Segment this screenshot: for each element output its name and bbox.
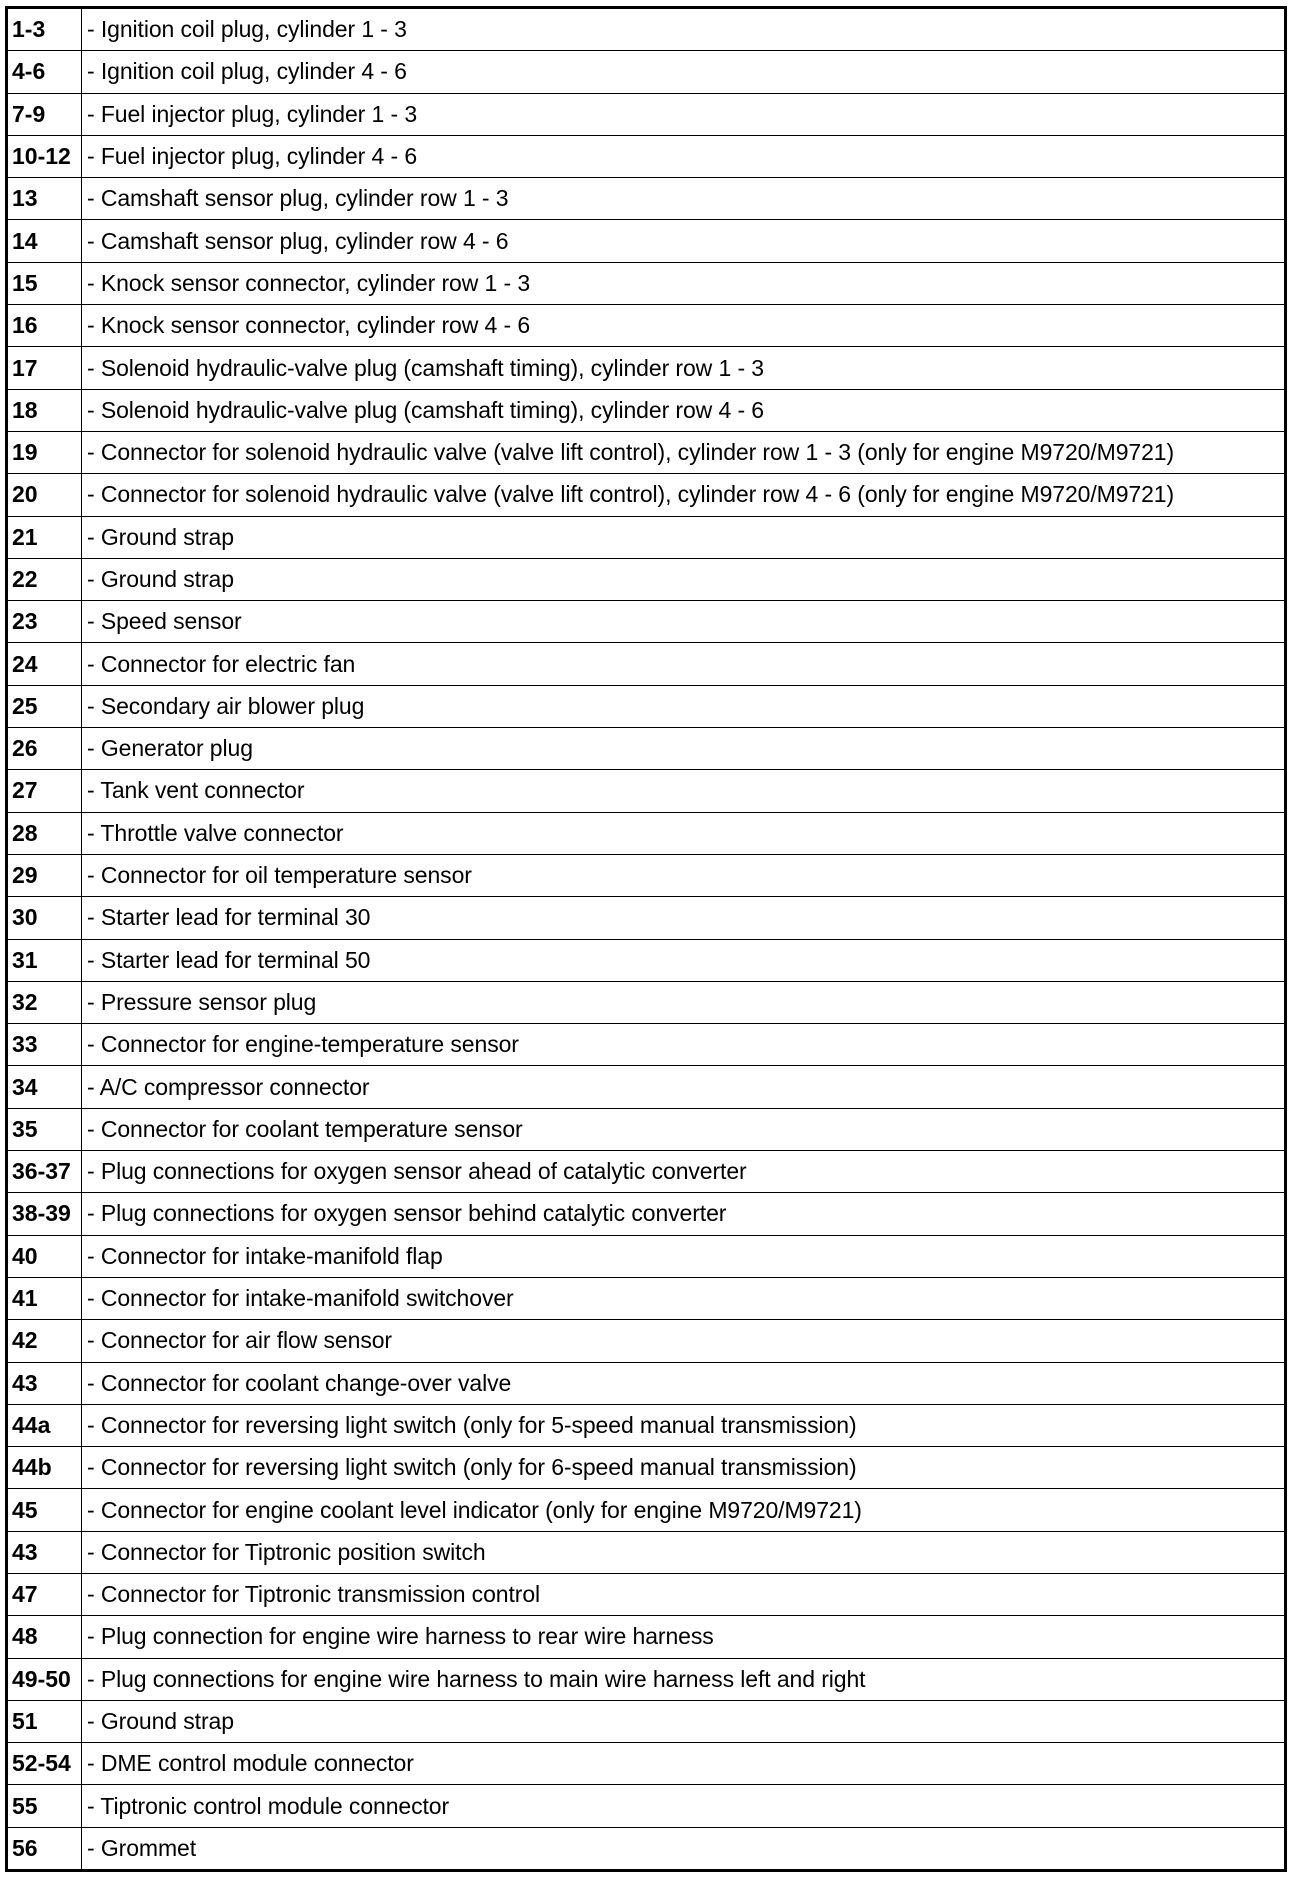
item-number: 10-12 bbox=[7, 135, 82, 177]
table-row bbox=[7, 220, 1286, 262]
item-description: - Solenoid hydraulic-valve plug (camshaft timing), cylinder row 4 - 6 bbox=[82, 389, 1286, 431]
item-number: 29 bbox=[7, 854, 82, 896]
item-description: - Connector for coolant temperature sensor bbox=[82, 1108, 1286, 1150]
table-row bbox=[7, 1066, 1286, 1108]
item-description: - Connector for intake-manifold flap bbox=[82, 1235, 1286, 1277]
item-number: 43 bbox=[7, 1362, 82, 1404]
item-description: - Connector for intake-manifold switchover bbox=[82, 1277, 1286, 1319]
table-row bbox=[7, 1785, 1286, 1827]
table-row bbox=[7, 389, 1286, 431]
item-number: 44b bbox=[7, 1447, 82, 1489]
item-number: 17 bbox=[7, 347, 82, 389]
item-number: 14 bbox=[7, 220, 82, 262]
item-number: 13 bbox=[7, 178, 82, 220]
table-row bbox=[7, 1277, 1286, 1319]
item-description: - Generator plug bbox=[82, 728, 1286, 770]
item-description: - Pressure sensor plug bbox=[82, 981, 1286, 1023]
item-number: 40 bbox=[7, 1235, 82, 1277]
item-description: - Camshaft sensor plug, cylinder row 1 - 3 bbox=[82, 178, 1286, 220]
table-row bbox=[7, 981, 1286, 1023]
table-row bbox=[7, 1531, 1286, 1573]
table-row bbox=[7, 1447, 1286, 1489]
table-row bbox=[7, 8, 1286, 51]
item-description: - Starter lead for terminal 50 bbox=[82, 939, 1286, 981]
table-row bbox=[7, 1827, 1286, 1870]
item-number: 41 bbox=[7, 1277, 82, 1319]
item-description: - Throttle valve connector bbox=[82, 812, 1286, 854]
item-number: 21 bbox=[7, 516, 82, 558]
table-row bbox=[7, 1235, 1286, 1277]
item-description: - Connector for Tiptronic transmission control bbox=[82, 1573, 1286, 1615]
item-description: - Ground strap bbox=[82, 1700, 1286, 1742]
table-row bbox=[7, 601, 1286, 643]
item-description: - Knock sensor connector, cylinder row 4 - 6 bbox=[82, 305, 1286, 347]
item-number: 56 bbox=[7, 1827, 82, 1870]
item-number: 23 bbox=[7, 601, 82, 643]
item-description: - Connector for Tiptronic position switch bbox=[82, 1531, 1286, 1573]
item-number: 47 bbox=[7, 1573, 82, 1615]
item-description: - Connector for solenoid hydraulic valve (valve lift control), cylinder row 1 - 3 (only for engine M9720/M9721) bbox=[82, 431, 1286, 473]
item-number: 25 bbox=[7, 685, 82, 727]
item-number: 19 bbox=[7, 431, 82, 473]
connector-legend-table bbox=[5, 6, 1287, 1872]
table-row bbox=[7, 1700, 1286, 1742]
table-row bbox=[7, 728, 1286, 770]
item-number: 26 bbox=[7, 728, 82, 770]
item-description: - Secondary air blower plug bbox=[82, 685, 1286, 727]
table-row bbox=[7, 1320, 1286, 1362]
table-row bbox=[7, 1616, 1286, 1658]
table-row bbox=[7, 770, 1286, 812]
item-number: 32 bbox=[7, 981, 82, 1023]
item-description: - Tiptronic control module connector bbox=[82, 1785, 1286, 1827]
table-row bbox=[7, 939, 1286, 981]
item-description: - Ignition coil plug, cylinder 1 - 3 bbox=[82, 8, 1286, 51]
item-description: - Ground strap bbox=[82, 516, 1286, 558]
item-description: - Solenoid hydraulic-valve plug (camshaft timing), cylinder row 1 - 3 bbox=[82, 347, 1286, 389]
item-number: 20 bbox=[7, 474, 82, 516]
item-number: 30 bbox=[7, 897, 82, 939]
item-number: 27 bbox=[7, 770, 82, 812]
table-row bbox=[7, 262, 1286, 304]
table-row bbox=[7, 1658, 1286, 1700]
item-description: - Ignition coil plug, cylinder 4 - 6 bbox=[82, 51, 1286, 93]
item-description: - Plug connections for engine wire harness to main wire harness left and right bbox=[82, 1658, 1286, 1700]
item-description: - Fuel injector plug, cylinder 1 - 3 bbox=[82, 93, 1286, 135]
item-number: 55 bbox=[7, 1785, 82, 1827]
item-description: - Camshaft sensor plug, cylinder row 4 - 6 bbox=[82, 220, 1286, 262]
table-row bbox=[7, 1151, 1286, 1193]
table-row bbox=[7, 93, 1286, 135]
item-description: - Plug connections for oxygen sensor behind catalytic converter bbox=[82, 1193, 1286, 1235]
item-number: 22 bbox=[7, 558, 82, 600]
table-row bbox=[7, 812, 1286, 854]
table-row bbox=[7, 135, 1286, 177]
item-description: - A/C compressor connector bbox=[82, 1066, 1286, 1108]
item-number: 49-50 bbox=[7, 1658, 82, 1700]
item-number: 51 bbox=[7, 1700, 82, 1742]
item-description: - Connector for engine coolant level indicator (only for engine M9720/M9721) bbox=[82, 1489, 1286, 1531]
item-description: - Speed sensor bbox=[82, 601, 1286, 643]
item-number: 4-6 bbox=[7, 51, 82, 93]
table-row bbox=[7, 1024, 1286, 1066]
item-description: - Knock sensor connector, cylinder row 1 - 3 bbox=[82, 262, 1286, 304]
item-number: 44a bbox=[7, 1404, 82, 1446]
item-number: 34 bbox=[7, 1066, 82, 1108]
item-number: 18 bbox=[7, 389, 82, 431]
item-description: - Fuel injector plug, cylinder 4 - 6 bbox=[82, 135, 1286, 177]
table-row bbox=[7, 1489, 1286, 1531]
table-row bbox=[7, 1573, 1286, 1615]
item-description: - Ground strap bbox=[82, 558, 1286, 600]
item-description: - Starter lead for terminal 30 bbox=[82, 897, 1286, 939]
item-number: 42 bbox=[7, 1320, 82, 1362]
item-description: - Plug connection for engine wire harness to rear wire harness bbox=[82, 1616, 1286, 1658]
item-number: 31 bbox=[7, 939, 82, 981]
item-description: - Tank vent connector bbox=[82, 770, 1286, 812]
item-description: - Plug connections for oxygen sensor ahead of catalytic converter bbox=[82, 1151, 1286, 1193]
item-number: 43 bbox=[7, 1531, 82, 1573]
item-description: - Connector for electric fan bbox=[82, 643, 1286, 685]
item-number: 45 bbox=[7, 1489, 82, 1531]
table-row bbox=[7, 1743, 1286, 1785]
item-description: - Grommet bbox=[87, 1834, 196, 1861]
table-row bbox=[7, 1404, 1286, 1446]
item-description: - DME control module connector bbox=[82, 1743, 1286, 1785]
item-number: 24 bbox=[7, 643, 82, 685]
item-number: 36-37 bbox=[7, 1151, 82, 1193]
item-number: 15 bbox=[7, 262, 82, 304]
table-row bbox=[7, 1108, 1286, 1150]
table-row bbox=[7, 1193, 1286, 1235]
table-row bbox=[7, 685, 1286, 727]
item-number: 28 bbox=[7, 812, 82, 854]
item-number: 35 bbox=[7, 1108, 82, 1150]
table-row bbox=[7, 897, 1286, 939]
item-description: - Connector for air flow sensor bbox=[82, 1320, 1286, 1362]
item-number: 48 bbox=[7, 1616, 82, 1658]
item-description: - Connector for reversing light switch (only for 5-speed manual transmission) bbox=[82, 1404, 1286, 1446]
table-row bbox=[7, 558, 1286, 600]
item-number: 52-54 bbox=[7, 1743, 82, 1785]
table-row bbox=[7, 431, 1286, 473]
item-number: 1-3 bbox=[7, 8, 82, 51]
table-row bbox=[7, 643, 1286, 685]
item-number: 16 bbox=[7, 305, 82, 347]
item-description: - Connector for engine-temperature sensor bbox=[82, 1024, 1286, 1066]
table-row bbox=[7, 474, 1286, 516]
table-row bbox=[7, 854, 1286, 896]
item-number: 7-9 bbox=[7, 93, 82, 135]
table-row bbox=[7, 305, 1286, 347]
table-row bbox=[7, 347, 1286, 389]
table-row bbox=[7, 1362, 1286, 1404]
item-number: 38-39 bbox=[7, 1193, 82, 1235]
item-description: - Connector for coolant change-over valve bbox=[82, 1362, 1286, 1404]
table-row bbox=[7, 516, 1286, 558]
table-row bbox=[7, 51, 1286, 93]
item-number: 33 bbox=[7, 1024, 82, 1066]
item-description: - Connector for oil temperature sensor bbox=[82, 854, 1286, 896]
table-row bbox=[7, 178, 1286, 220]
item-description: - Connector for reversing light switch (only for 6-speed manual transmission) bbox=[82, 1447, 1286, 1489]
legend-table-body bbox=[7, 8, 1286, 1871]
item-description: - Connector for solenoid hydraulic valve (valve lift control), cylinder row 4 - 6 (only for engine M9720/M9721) bbox=[82, 474, 1286, 516]
